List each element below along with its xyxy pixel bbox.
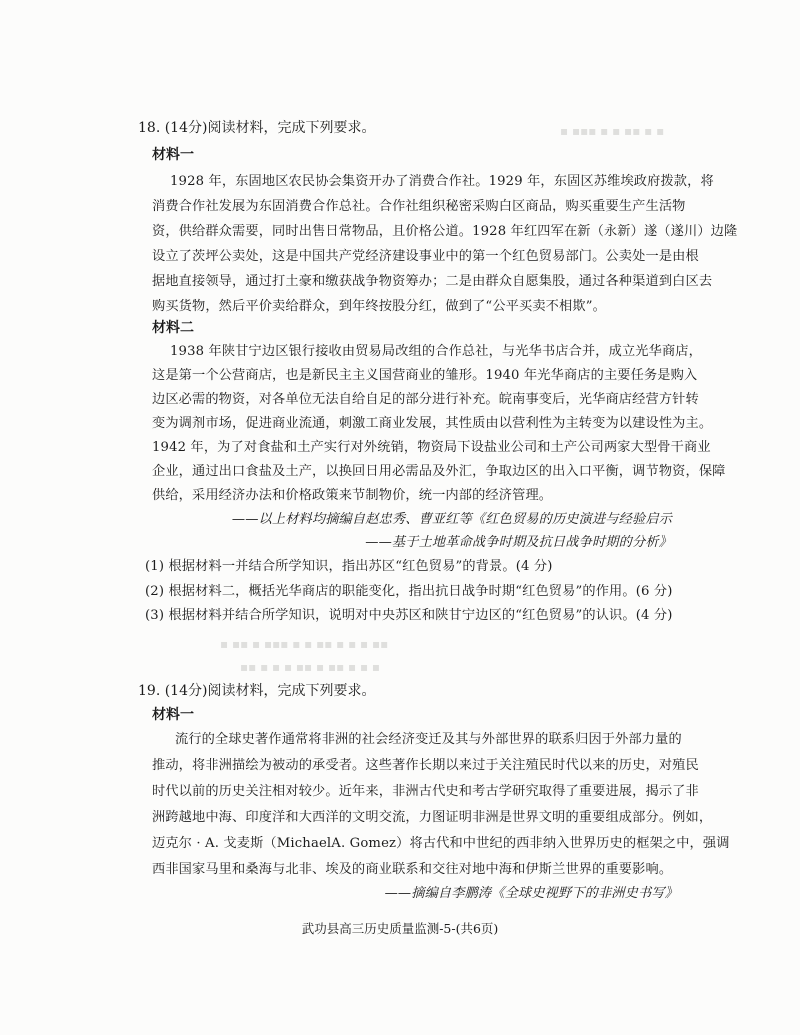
q18-material-1-title: 材料一 (152, 147, 194, 163)
q18-question-3: (3) 根据材料并结合所学知识，说明对中央苏区和陕甘宁边区的“红色贸易”的认识。(4 分) (145, 608, 673, 623)
q18-question-1: (1) 根据材料一并结合所学知识，指出苏区“红色贸易”的背景。(4 分) (145, 559, 553, 574)
q18-material-1-line: 据地直接领导，通过打土豪和缴获战争物资筹办；二是由群众自愿集股，通过各种渠道到白区去 (152, 274, 713, 289)
q18-material-2-line: 边区必需的物资，对各单位无法自给自足的部分进行补充。皖南事变后，光华商店经营方针转 (152, 392, 699, 407)
q18-source-line-2: ——基于土地革命战争时期及抗日战争时期的分析》 (365, 535, 672, 550)
q18-material-2-line: 变为调剂市场，促进商业流通，刺激工商业发展，其性质由以营利性为主转变为以建设性为主。 (152, 416, 713, 431)
q19-material-1-line: 推动，将非洲描绘为被动的承受者。这些著作长期以来过于关注殖民时代以来的历史，对殖民 (152, 758, 699, 773)
q18-question-2: (2) 根据材料二，概括光华商店的职能变化，指出抗日战争时期“红色贸易”的作用。(6 分) (145, 584, 673, 599)
q18-material-2-line: 1942 年，为了对食盐和土产实行对外统销，物资局下设盐业公司和土产公司两家大型骨干商业 (152, 440, 711, 455)
question-19-heading: 19. (14分)阅读材料，完成下列要求。 (138, 683, 376, 699)
q19-material-1-line: 西非国家马里和桑海与北非、埃及的商业联系和交往对地中海和伊斯兰世界的重要影响。 (152, 862, 673, 877)
q18-material-2-line: 这是第一个公营商店，也是新民主主义国营商业的雏形。1940 年光华商店的主要任务是购入 (152, 368, 698, 383)
q18-material-1-line: 1928 年，东固地区农民协会集资开办了消费合作社。1929 年，东固区苏维埃政府拨款，将 (170, 174, 714, 189)
q19-material-1-title: 材料一 (152, 707, 194, 723)
q18-material-1-line: 消费合作社发展为东固消费合作总社。合作社组织秘密采购白区商品，购买重要生产生活物 (152, 199, 686, 214)
q18-material-2-line: 供给，采用经济办法和价格政策来节制物价，统一内部的经济管理。 (152, 488, 553, 503)
show-through-mark: ▪▪ ▪ ▪ ▪ ▪▪ ▪ ▪▪ ▪ ▪ ▪ (240, 660, 381, 674)
q18-material-2-line: 1938 年陕甘宁边区银行接收由贸易局改组的合作总社，与光华书店合并，成立光华商店， (170, 344, 702, 359)
q18-material-1-line: 资，供给群众需要，同时出售日常物品，且价格公道。1928 年红四军在新（永新）遂（遂川）边隆 (152, 224, 738, 239)
q18-source-line-1: ——以上材料均摘编自赵忠秀、曹亚红等《红色贸易的历史演进与经验启示 (231, 512, 672, 527)
show-through-mark: ▪ ▪▪ ▪ ▪▪▪ ▪ ▪ ▪▪ ▪ ▪ ▪ ▪▪ (220, 637, 389, 651)
q19-source-line: ——摘编自李鹏涛《全球史视野下的非洲史书写》 (384, 886, 678, 901)
q18-material-1-line: 设立了茨坪公卖处，这是中国共产党经济建设事业中的第一个红色贸易部门。公卖处一是由根 (152, 249, 699, 264)
q19-material-1-line: 迈克尔 · A. 戈麦斯（MichaelA. Gomez）将古代和中世纪的西非纳入世界历史的框架之中，强调 (152, 836, 730, 851)
q18-material-2-line: 企业，通过出口食盐及土产，以换回日用必需品及外汇，争取边区的出入口平衡，调节物资，保障 (152, 464, 726, 479)
q19-material-1-line: 洲跨越地中海、印度洋和大西洋的文明交流，力图证明非洲是世界文明的重要组成部分。例如， (152, 810, 713, 825)
question-18-heading: 18. (14分)阅读材料，完成下列要求。 (138, 120, 376, 136)
page-footer: 武功县高三历史质量监测-5-(共6页) (301, 921, 499, 936)
show-through-mark: ▪ ▪▪▪ ▪ ▪ ▪▪ ▪ ▪ (560, 124, 665, 138)
q19-material-1-line: 流行的全球史著作通常将非洲的社会经济变迁及其与外部世界的联系归因于外部力量的 (175, 732, 682, 747)
q19-material-1-line: 时代以前的历史关注相对较少。近年来，非洲古代史和考古学研究取得了重要进展，揭示了非 (152, 784, 699, 799)
q18-material-1-line: 购买货物，然后平价卖给群众，到年终按股分红，做到了“公平买卖不相欺”。 (152, 299, 606, 314)
q18-material-2-title: 材料二 (152, 320, 194, 336)
